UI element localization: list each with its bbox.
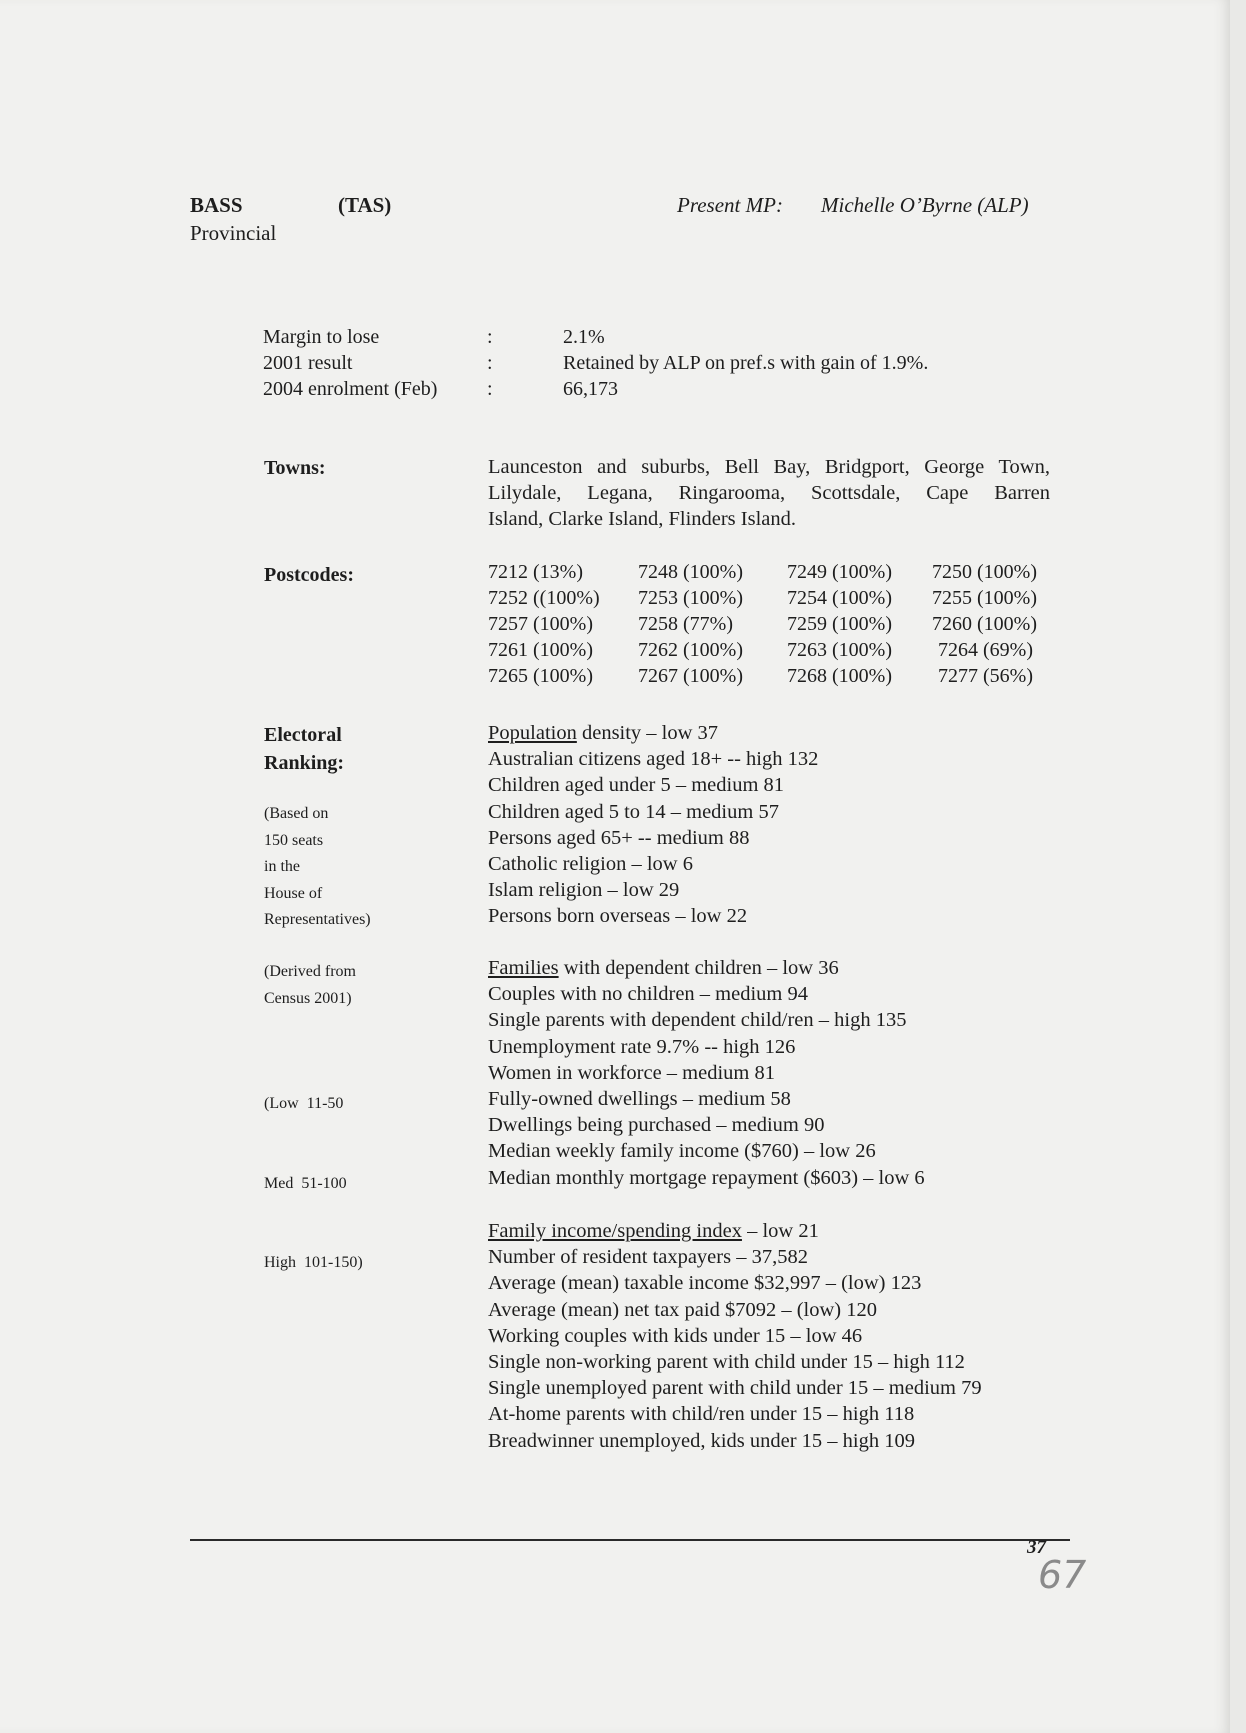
families-heading-underlined: Families xyxy=(488,957,559,979)
postcode-row xyxy=(488,665,1057,691)
note-line: (Based on xyxy=(264,805,329,822)
families-heading xyxy=(488,955,925,981)
footer-rule xyxy=(190,1539,1070,1541)
towns-list xyxy=(488,454,1050,532)
population-block xyxy=(488,720,818,930)
postcode-cell: 7248 (100%) xyxy=(638,561,743,583)
list-item: Couples with no children – medium 94 xyxy=(488,983,808,1006)
list-item: Average (mean) taxable income $32,997 – (low) 123 xyxy=(488,1272,922,1295)
list-item: Single non-working parent with child under 15 – high 112 xyxy=(488,1351,965,1374)
postcode-cell: 7262 (100%) xyxy=(638,639,743,661)
postcode-row xyxy=(488,639,1057,665)
postcode-cell: 7261 (100%) xyxy=(488,639,593,661)
list-item: Fully-owned dwellings – medium 58 xyxy=(488,1088,791,1111)
list-item: Dwellings being purchased – medium 90 xyxy=(488,1114,825,1137)
summary-label: Margin to lose xyxy=(263,326,380,348)
list-item: Children aged under 5 – medium 81 xyxy=(488,774,785,797)
income-heading xyxy=(488,1218,982,1244)
postcode-cell: 7265 (100%) xyxy=(488,665,593,687)
summary-value: 2.1% xyxy=(563,326,605,348)
list-item: Women in workforce – medium 81 xyxy=(488,1061,775,1084)
postcode-cell: 7260 (100%) xyxy=(932,613,1037,635)
summary-colon: : xyxy=(487,326,493,348)
summary-colon: : xyxy=(487,378,493,400)
list-item: Median monthly mortgage repayment ($603) – low 6 xyxy=(488,1166,925,1189)
postcode-cell: 7259 (100%) xyxy=(787,613,892,635)
income-block xyxy=(488,1218,982,1454)
seat-state: (TAS) xyxy=(338,193,392,217)
postcode-cell: 7250 (100%) xyxy=(932,561,1037,583)
list-item: Australian citizens aged 18+ -- high 132 xyxy=(488,748,819,771)
seat-category: Provincial xyxy=(190,221,277,245)
population-heading-rest: density – low 37 xyxy=(576,722,719,744)
postcode-cell: 7249 (100%) xyxy=(787,561,892,583)
postcode-row xyxy=(488,587,1057,613)
ranking-label xyxy=(264,721,344,777)
list-item: Number of resident taxpayers – 37,582 xyxy=(488,1246,808,1269)
note-line: Representatives) xyxy=(264,911,371,928)
ranking-label-line: Ranking: xyxy=(264,752,345,774)
postcode-cell: 7255 (100%) xyxy=(932,587,1037,609)
list-item: Persons born overseas – low 22 xyxy=(488,905,748,928)
postcode-cell: 7212 (13%) xyxy=(488,561,583,583)
list-item: Single parents with dependent child/ren – high 135 xyxy=(488,1009,907,1032)
summary-label: 2004 enrolment (Feb) xyxy=(263,378,438,400)
note-line: House of xyxy=(264,884,323,902)
postcodes-table xyxy=(488,561,1057,691)
families-block xyxy=(488,955,925,1191)
postcode-cell: 7263 (100%) xyxy=(787,639,892,661)
seat-name: BASS xyxy=(190,193,243,217)
list-item: Breadwinner unemployed, kids under 15 – high 109 xyxy=(488,1429,916,1452)
note-line: in the xyxy=(264,858,300,875)
postcodes-label: Postcodes: xyxy=(264,564,354,586)
list-item: Median weekly family income ($760) – low 26 xyxy=(488,1140,876,1163)
list-item: At-home parents with child/ren under 15 – high 118 xyxy=(488,1403,915,1426)
towns-label: Towns: xyxy=(264,457,326,479)
list-item: Children aged 5 to 14 – medium 57 xyxy=(488,800,779,823)
note-line: Census 2001) xyxy=(264,989,352,1007)
note-line: (Low 11-50 xyxy=(264,1095,344,1112)
postcode-cell: 7252 ((100%) xyxy=(488,587,600,609)
population-heading xyxy=(488,720,818,746)
note-line: (Derived from xyxy=(264,963,356,980)
note-line: Med 51-100 xyxy=(264,1174,347,1192)
present-mp-name: Michelle O’Byrne (ALP) xyxy=(821,193,1029,217)
postcode-cell: 7254 (100%) xyxy=(787,587,892,609)
ranking-basis-note xyxy=(264,801,371,934)
towns-line: Island, Clarke Island, Flinders Island. xyxy=(488,508,797,530)
list-item: Unemployment rate 9.7% -- high 126 xyxy=(488,1035,796,1058)
postcode-cell: 7253 (100%) xyxy=(638,587,743,609)
postcode-cell: 7267 (100%) xyxy=(638,665,743,687)
list-item: Working couples with kids under 15 – low 46 xyxy=(488,1324,863,1347)
note-line: 150 seats xyxy=(264,831,324,849)
families-heading-rest: with dependent children – low 36 xyxy=(558,957,839,979)
postcode-cell: 7264 (69%) xyxy=(938,639,1033,661)
summary-value: Retained by ALP on pref.s with gain of 1.9%. xyxy=(563,352,929,374)
list-item: Average (mean) net tax paid $7092 – (low) 120 xyxy=(488,1298,877,1321)
towns-line: Launceston and suburbs, Bell Bay, Bridgport, George Town, xyxy=(488,456,1050,478)
ranking-source-note xyxy=(264,959,356,1012)
ranking-scale-note xyxy=(264,1038,363,1330)
handwritten-page-number: 67 xyxy=(1038,1553,1087,1597)
postcode-cell: 7257 (100%) xyxy=(488,613,593,635)
postcode-row xyxy=(488,613,1057,639)
postcode-cell: 7268 (100%) xyxy=(787,665,892,687)
ranking-label-line: Electoral xyxy=(264,724,342,746)
present-mp-label: Present MP: xyxy=(677,193,783,217)
income-heading-underlined: Family income/spending index xyxy=(488,1220,742,1242)
postcode-row xyxy=(488,561,1057,587)
page-number: 37 xyxy=(1027,1537,1046,1558)
postcode-cell: 7258 (77%) xyxy=(638,613,733,635)
list-item: Catholic religion – low 6 xyxy=(488,853,693,876)
note-line: High 101-150) xyxy=(264,1254,363,1271)
summary-value: 66,173 xyxy=(563,378,618,400)
list-item: Single unemployed parent with child under 15 – medium 79 xyxy=(488,1377,982,1400)
population-heading-link-text: Population xyxy=(488,722,577,744)
summary-label: 2001 result xyxy=(263,352,353,374)
postcode-cell: 7277 (56%) xyxy=(938,665,1033,687)
income-heading-rest: – low 21 xyxy=(741,1220,819,1242)
towns-line: Lilydale, Legana, Ringarooma, Scottsdale, Cape Barren xyxy=(488,482,1050,504)
list-item: Persons aged 65+ -- medium 88 xyxy=(488,826,750,849)
list-item: Islam religion – low 29 xyxy=(488,879,680,902)
summary-colon: : xyxy=(487,352,493,374)
